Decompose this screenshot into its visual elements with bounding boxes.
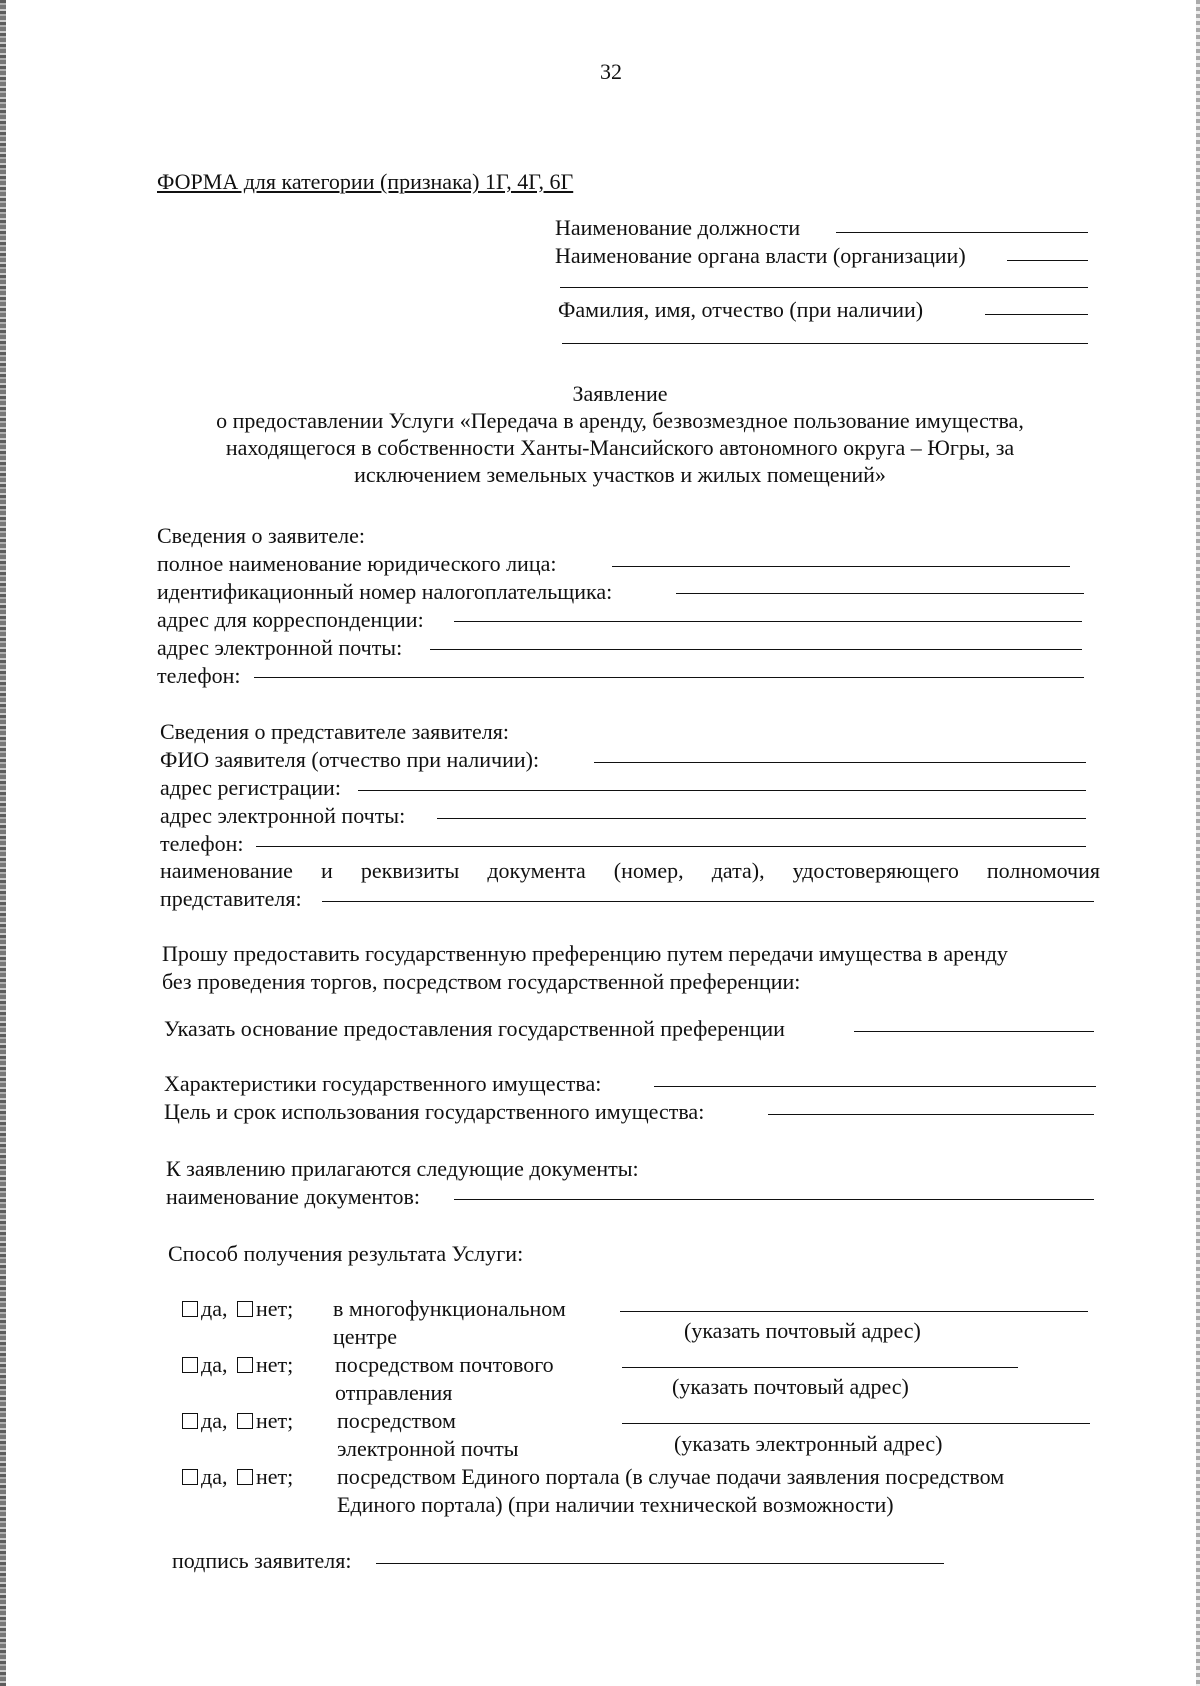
no-label: нет; (255, 1296, 294, 1321)
option-post-no-checkbox[interactable] (237, 1357, 253, 1373)
yes-label: да, (201, 1464, 228, 1489)
no-label: нет; (255, 1408, 294, 1433)
option-mfc-no-checkbox[interactable] (237, 1301, 253, 1317)
request-line1: Прошу предоставить государственную преференцию путем передачи имущества в аренду (162, 941, 1008, 966)
applicant-name-input[interactable] (612, 566, 1070, 567)
signature-label: подпись заявителя: (172, 1548, 352, 1573)
applicant-name-label: полное наименование юридического лица: (157, 551, 557, 576)
option-mfc-choices (182, 1295, 293, 1323)
addressee-authority-input-line2[interactable] (560, 287, 1088, 288)
representative-email-label: адрес электронной почты: (160, 803, 406, 828)
representative-document-label-line2: представителя: (160, 886, 302, 911)
statement-subtitle-line1: о предоставлении Услуги «Передача в аренду, безвозмездное пользование имущества, (216, 408, 1024, 433)
option-post-label-line2: отправления (335, 1380, 453, 1405)
property-purpose-input[interactable] (768, 1114, 1094, 1115)
applicant-inn-label: идентификационный номер налогоплательщика: (157, 579, 613, 604)
applicant-inn-input[interactable] (676, 593, 1084, 594)
result-method-heading: Способ получения результата Услуги: (168, 1241, 524, 1266)
option-portal-label-line2: Единого портала) (при наличии технической возможности) (337, 1492, 894, 1517)
representative-fio-label: ФИО заявителя (отчество при наличии): (160, 747, 540, 772)
signature-input[interactable] (376, 1563, 944, 1564)
representative-address-input[interactable] (358, 790, 1086, 791)
option-post-choices (182, 1351, 293, 1379)
option-mfc-yes-checkbox[interactable] (182, 1301, 198, 1317)
basis-label: Указать основание предоставления государственной преференции (164, 1016, 785, 1041)
basis-input[interactable] (854, 1031, 1094, 1032)
form-title: ФОРМА для категории (признака) 1Г, 4Г, 6Г (157, 169, 574, 194)
option-email-no-checkbox[interactable] (237, 1413, 253, 1429)
property-characteristics-label: Характеристики государственного имущества: (164, 1071, 602, 1096)
attachments-names-input[interactable] (454, 1199, 1094, 1200)
addressee-position-label: Наименование должности (555, 215, 801, 240)
attachments-heading: К заявлению прилагаются следующие документы: (166, 1156, 639, 1181)
request-line2: без проведения торгов, посредством государственной преференции: (162, 969, 801, 994)
no-label: нет; (255, 1464, 294, 1489)
applicant-email-label: адрес электронной почты: (157, 635, 403, 660)
scan-edge-right (1196, 0, 1200, 1686)
option-email-hint: (указать электронный адрес) (674, 1431, 943, 1456)
addressee-fio-input[interactable] (985, 314, 1088, 315)
applicant-address-label: адрес для корреспонденции: (157, 607, 424, 632)
addressee-fio-label: Фамилия, имя, отчество (при наличии) (558, 297, 924, 322)
option-portal-no-checkbox[interactable] (237, 1469, 253, 1485)
option-post-label: посредством почтового (335, 1352, 554, 1377)
applicant-email-input[interactable] (430, 649, 1082, 650)
representative-phone-input[interactable] (256, 846, 1086, 847)
option-mfc-address-input[interactable] (620, 1311, 1088, 1312)
option-email-address-input[interactable] (622, 1423, 1090, 1424)
representative-document-label: наименование и реквизиты документа (номер, дата), удостоверяющего полномочия (160, 858, 1100, 883)
statement-subtitle-line2: находящегося в собственности Ханты-Мансийского автономного округа – Югры, за (225, 435, 1015, 460)
option-mfc-label-line2: центре (333, 1324, 397, 1349)
statement-title: Заявление (572, 381, 668, 406)
scan-edge-left (0, 0, 6, 1686)
representative-address-label: адрес регистрации: (160, 775, 341, 800)
option-email-yes-checkbox[interactable] (182, 1413, 198, 1429)
property-characteristics-input[interactable] (654, 1086, 1096, 1087)
applicant-phone-input[interactable] (254, 677, 1084, 678)
option-post-address-input[interactable] (622, 1367, 1018, 1368)
option-portal-yes-checkbox[interactable] (182, 1469, 198, 1485)
applicant-heading: Сведения о заявителе: (157, 523, 366, 548)
yes-label: да, (201, 1296, 228, 1321)
applicant-phone-label: телефон: (157, 663, 241, 688)
addressee-authority-input[interactable] (1007, 260, 1088, 261)
applicant-address-input[interactable] (454, 621, 1082, 622)
option-portal-choices (182, 1463, 293, 1491)
option-email-label-line2: электронной почты (337, 1436, 519, 1461)
yes-label: да, (201, 1352, 228, 1377)
option-mfc-hint: (указать почтовый адрес) (684, 1318, 921, 1343)
yes-label: да, (201, 1408, 228, 1433)
property-purpose-label: Цель и срок использования государственного имущества: (164, 1099, 705, 1124)
representative-fio-input[interactable] (594, 762, 1086, 763)
addressee-position-input[interactable] (836, 232, 1088, 233)
option-portal-label: посредством Единого портала (в случае подачи заявления посредством (337, 1464, 1005, 1489)
option-post-hint: (указать почтовый адрес) (672, 1374, 909, 1399)
representative-document-input[interactable] (322, 901, 1094, 902)
option-mfc-label: в многофункциональном (333, 1296, 566, 1321)
attachments-names-label: наименование документов: (166, 1184, 421, 1209)
option-post-yes-checkbox[interactable] (182, 1357, 198, 1373)
option-email-label: посредством (337, 1408, 456, 1433)
representative-phone-label: телефон: (160, 831, 244, 856)
representative-email-input[interactable] (437, 818, 1086, 819)
addressee-fio-input-line2[interactable] (562, 343, 1088, 344)
no-label: нет; (255, 1352, 294, 1377)
statement-subtitle-line3: исключением земельных участков и жилых помещений» (354, 462, 886, 487)
addressee-authority-label: Наименование органа власти (организации) (555, 243, 966, 268)
representative-heading: Сведения о представителе заявителя: (160, 719, 509, 744)
option-email-choices (182, 1407, 293, 1435)
page-number: 32 (600, 59, 622, 84)
